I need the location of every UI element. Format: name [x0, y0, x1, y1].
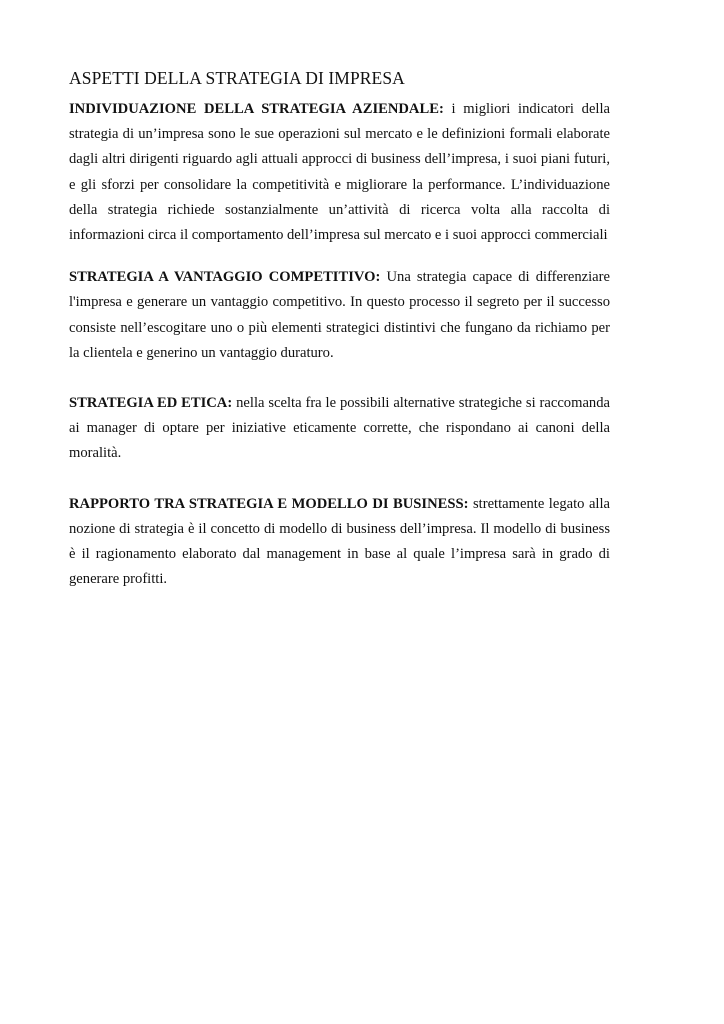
- section-heading: INDIVIDUAZIONE DELLA STRATEGIA AZIENDALE:: [69, 101, 444, 117]
- section-body: strettamente legato alla nozione di strategia è il concetto di modello di business dell’impresa. Il modello di business è il ragionamento elaborato dal management in base al quale l’impresa sarà in grado di generare profitti.: [69, 495, 611, 588]
- section-heading: RAPPORTO TRA STRATEGIA E MODELLO DI BUSINESS:: [69, 495, 469, 512]
- section-heading: STRATEGIA ED ETICA:: [69, 395, 233, 412]
- section-body: nella scelta fra le possibili alternative strategiche si raccomanda ai manager di optare per iniziative eticamente corrette, che rispondano ai canoni della moralità.: [69, 395, 610, 462]
- document-content: [69, 64, 610, 592]
- section-strategia-modello-business: [69, 492, 610, 593]
- section-strategia-etica: [69, 391, 610, 467]
- section-body: i migliori indicatori della strategia di un’impresa sono le sue operazioni sul mercato e le definizioni formali elaborate dagli altri dirigenti riguardo agli attuali approcci di business dell’impresa, i suoi piani futuri, e gli sforzi per consolidare la competitività e migliorare la performance. L’individuazione della strategia richiede sostanzialmente un’attività di ricerca volta alla raccolta di informazioni circa il comportamento dell’impresa sul mercato e i suoi approcci commerciali: [69, 101, 611, 244]
- section-body: Una strategia capace di differenziare l'impresa e generare un vantaggio competitivo. In questo processo il segreto per il successo consiste nell’escogitare uno o più elementi strategici distintivi che fungano da richiamo per la clientela e generino un vantaggio duraturo.: [69, 269, 610, 361]
- section-individuazione-strategia: [69, 97, 610, 248]
- section-heading: STRATEGIA A VANTAGGIO COMPETITIVO:: [69, 269, 381, 286]
- section-vantaggio-competitivo: [69, 265, 610, 366]
- document-title: ASPETTI DELLA STRATEGIA DI IMPRESA: [69, 68, 405, 88]
